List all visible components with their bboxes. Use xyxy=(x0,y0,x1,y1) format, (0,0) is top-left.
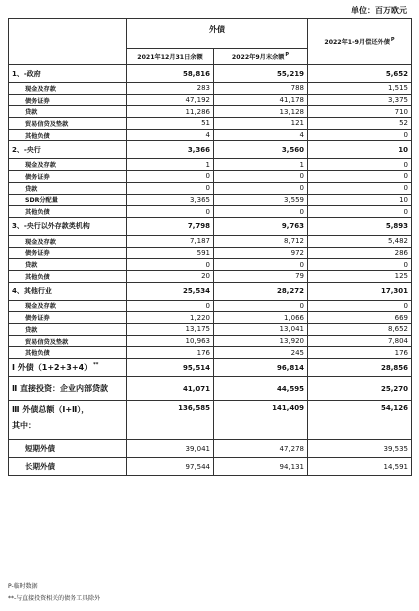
header-col3 xyxy=(308,19,412,65)
value-cell: 121 xyxy=(214,118,308,130)
value-cell: 0 xyxy=(127,259,214,271)
table-row xyxy=(9,159,412,171)
table-row xyxy=(9,259,412,271)
value-cell: 3,560 xyxy=(214,141,308,159)
value-cell: 97,544 xyxy=(127,458,214,476)
total-external-debt-text: Ⅰ 外债（1+2+3+4） xyxy=(12,363,93,373)
value-cell: 41,178 xyxy=(214,94,308,106)
value-cell: 25,534 xyxy=(127,282,214,300)
value-cell: 41,071 xyxy=(127,377,214,401)
table-row xyxy=(9,182,412,194)
value-cell: 10,963 xyxy=(127,335,214,347)
table-row xyxy=(9,247,412,259)
table-row xyxy=(9,106,412,118)
value-cell: 972 xyxy=(214,247,308,259)
value-cell: 47,278 xyxy=(214,440,308,458)
total-gross-debt-label xyxy=(9,401,127,440)
table-row xyxy=(9,324,412,336)
footnote-excluded: **-与直接投资相关的债务工具除外 xyxy=(8,595,101,602)
header-row-group xyxy=(9,19,412,49)
value-cell: 3,366 xyxy=(127,141,214,159)
row-label: 贸易信贷及垫款 xyxy=(9,118,127,130)
value-cell: 0 xyxy=(214,182,308,194)
value-cell: 8,712 xyxy=(214,235,308,247)
table-row xyxy=(9,300,412,312)
value-cell: 25,270 xyxy=(308,377,412,401)
section-row xyxy=(9,217,412,235)
row-label: 其他负债 xyxy=(9,206,127,218)
row-label: 其他负债 xyxy=(9,347,127,359)
value-cell: 13,041 xyxy=(214,324,308,336)
value-cell: 0 xyxy=(308,259,412,271)
table-row xyxy=(9,94,412,106)
value-cell: 3,365 xyxy=(127,194,214,206)
value-cell: 10 xyxy=(308,194,412,206)
row-label: 债务证券 xyxy=(9,312,127,324)
row-label: 现金及存款 xyxy=(9,83,127,95)
value-cell: 79 xyxy=(214,270,308,282)
value-cell: 4 xyxy=(127,129,214,141)
row-label: 现金及存款 xyxy=(9,235,127,247)
total-external-debt-mark: ** xyxy=(93,362,99,369)
value-cell: 0 xyxy=(127,300,214,312)
value-cell: 28,272 xyxy=(214,282,308,300)
value-cell: 0 xyxy=(308,300,412,312)
value-cell: 52 xyxy=(308,118,412,130)
value-cell: 8,652 xyxy=(308,324,412,336)
value-cell: 3,559 xyxy=(214,194,308,206)
total-gross-debt-subtext: 其中： xyxy=(12,421,36,431)
row-label: 现金及存款 xyxy=(9,159,127,171)
value-cell: 51 xyxy=(127,118,214,130)
section-row xyxy=(9,282,412,300)
value-cell: 94,131 xyxy=(214,458,308,476)
value-cell: 0 xyxy=(308,182,412,194)
value-cell: 141,409 xyxy=(214,401,308,440)
value-cell: 44,595 xyxy=(214,377,308,401)
header-blank-cell xyxy=(9,19,127,65)
value-cell: 39,041 xyxy=(127,440,214,458)
footnote-provisional: P-临时数据 xyxy=(8,583,38,590)
section-title: 2、-央行 xyxy=(9,141,127,159)
value-cell: 283 xyxy=(127,83,214,95)
value-cell: 710 xyxy=(308,106,412,118)
value-cell: 591 xyxy=(127,247,214,259)
header-col2-label: 2022年9月末余额 xyxy=(231,54,285,62)
value-cell: 0 xyxy=(214,300,308,312)
value-cell: 176 xyxy=(308,347,412,359)
value-cell: 0 xyxy=(214,171,308,183)
total-external-debt-label xyxy=(9,359,127,377)
value-cell: 55,219 xyxy=(214,65,308,83)
section-row xyxy=(9,141,412,159)
value-cell: 1 xyxy=(214,159,308,171)
value-cell: 13,128 xyxy=(214,106,308,118)
table-row xyxy=(9,347,412,359)
value-cell: 13,175 xyxy=(127,324,214,336)
total-external-debt-row xyxy=(9,359,412,377)
table-row xyxy=(9,270,412,282)
value-cell: 95,514 xyxy=(127,359,214,377)
value-cell: 9,763 xyxy=(214,217,308,235)
value-cell: 669 xyxy=(308,312,412,324)
value-cell: 96,814 xyxy=(214,359,308,377)
direct-investment-label: Ⅱ 直接投资：企业内部贷款 xyxy=(9,377,127,401)
value-cell: 0 xyxy=(214,206,308,218)
value-cell: 1,515 xyxy=(308,83,412,95)
row-label: SDR分配量 xyxy=(9,194,127,206)
section-title: 3、-央行以外存款类机构 xyxy=(9,217,127,235)
row-label: 贸易信贷及垫款 xyxy=(9,335,127,347)
header-col2 xyxy=(214,49,308,65)
value-cell: 10 xyxy=(308,141,412,159)
long-term-row xyxy=(9,458,412,476)
row-label: 其他负债 xyxy=(9,270,127,282)
value-cell: 1,066 xyxy=(214,312,308,324)
table-row xyxy=(9,335,412,347)
row-label: 债务证券 xyxy=(9,94,127,106)
value-cell: 39,535 xyxy=(308,440,412,458)
value-cell: 17,301 xyxy=(308,282,412,300)
direct-investment-row xyxy=(9,377,412,401)
value-cell: 1 xyxy=(127,159,214,171)
value-cell: 0 xyxy=(127,206,214,218)
value-cell: 13,920 xyxy=(214,335,308,347)
header-col1: 2021年12月31日余额 xyxy=(127,49,214,65)
value-cell: 4 xyxy=(214,129,308,141)
short-term-label: 短期外债 xyxy=(9,440,127,458)
value-cell: 176 xyxy=(127,347,214,359)
row-label: 其他负债 xyxy=(9,129,127,141)
value-cell: 0 xyxy=(308,129,412,141)
section-title: 4、其他行业 xyxy=(9,282,127,300)
section-row xyxy=(9,65,412,83)
value-cell: 0 xyxy=(127,182,214,194)
value-cell: 0 xyxy=(308,159,412,171)
table-row xyxy=(9,235,412,247)
section-title: 1、-政府 xyxy=(9,65,127,83)
footnotes xyxy=(8,581,100,605)
table-row xyxy=(9,206,412,218)
value-cell: 7,798 xyxy=(127,217,214,235)
value-cell: 47,192 xyxy=(127,94,214,106)
table-row xyxy=(9,171,412,183)
value-cell: 0 xyxy=(127,171,214,183)
value-cell: 136,585 xyxy=(127,401,214,440)
header-external-debt: 外债 xyxy=(127,19,308,49)
short-term-row xyxy=(9,440,412,458)
value-cell: 125 xyxy=(308,270,412,282)
total-gross-debt-text: Ⅲ 外债总额（Ⅰ+Ⅱ）， xyxy=(12,405,90,415)
value-cell: 54,126 xyxy=(308,401,412,440)
value-cell: 11,286 xyxy=(127,106,214,118)
value-cell: 7,804 xyxy=(308,335,412,347)
unit-label: 单位：百万欧元 xyxy=(351,6,407,15)
row-label: 贷款 xyxy=(9,259,127,271)
long-term-label: 长期外债 xyxy=(9,458,127,476)
header-col3-mark: P xyxy=(390,36,395,43)
value-cell: 788 xyxy=(214,83,308,95)
table-row xyxy=(9,312,412,324)
table-row xyxy=(9,83,412,95)
row-label: 贷款 xyxy=(9,182,127,194)
value-cell: 0 xyxy=(214,259,308,271)
value-cell: 7,187 xyxy=(127,235,214,247)
row-label: 贷款 xyxy=(9,106,127,118)
value-cell: 0 xyxy=(308,206,412,218)
header-col2-mark: P xyxy=(285,51,290,58)
total-gross-debt-row xyxy=(9,401,412,440)
value-cell: 3,375 xyxy=(308,94,412,106)
row-label: 债务证券 xyxy=(9,171,127,183)
value-cell: 1,220 xyxy=(127,312,214,324)
value-cell: 286 xyxy=(308,247,412,259)
value-cell: 58,816 xyxy=(127,65,214,83)
value-cell: 245 xyxy=(214,347,308,359)
value-cell: 28,856 xyxy=(308,359,412,377)
external-debt-table xyxy=(8,18,412,476)
value-cell: 14,591 xyxy=(308,458,412,476)
value-cell: 5,652 xyxy=(308,65,412,83)
value-cell: 0 xyxy=(308,171,412,183)
value-cell: 5,893 xyxy=(308,217,412,235)
header-col3-label: 2022年1-9月偿还外债 xyxy=(324,39,390,47)
value-cell: 5,482 xyxy=(308,235,412,247)
row-label: 贷款 xyxy=(9,324,127,336)
row-label: 债务证券 xyxy=(9,247,127,259)
row-label: 现金及存款 xyxy=(9,300,127,312)
value-cell: 20 xyxy=(127,270,214,282)
table-row xyxy=(9,118,412,130)
table-row xyxy=(9,194,412,206)
table-row xyxy=(9,129,412,141)
